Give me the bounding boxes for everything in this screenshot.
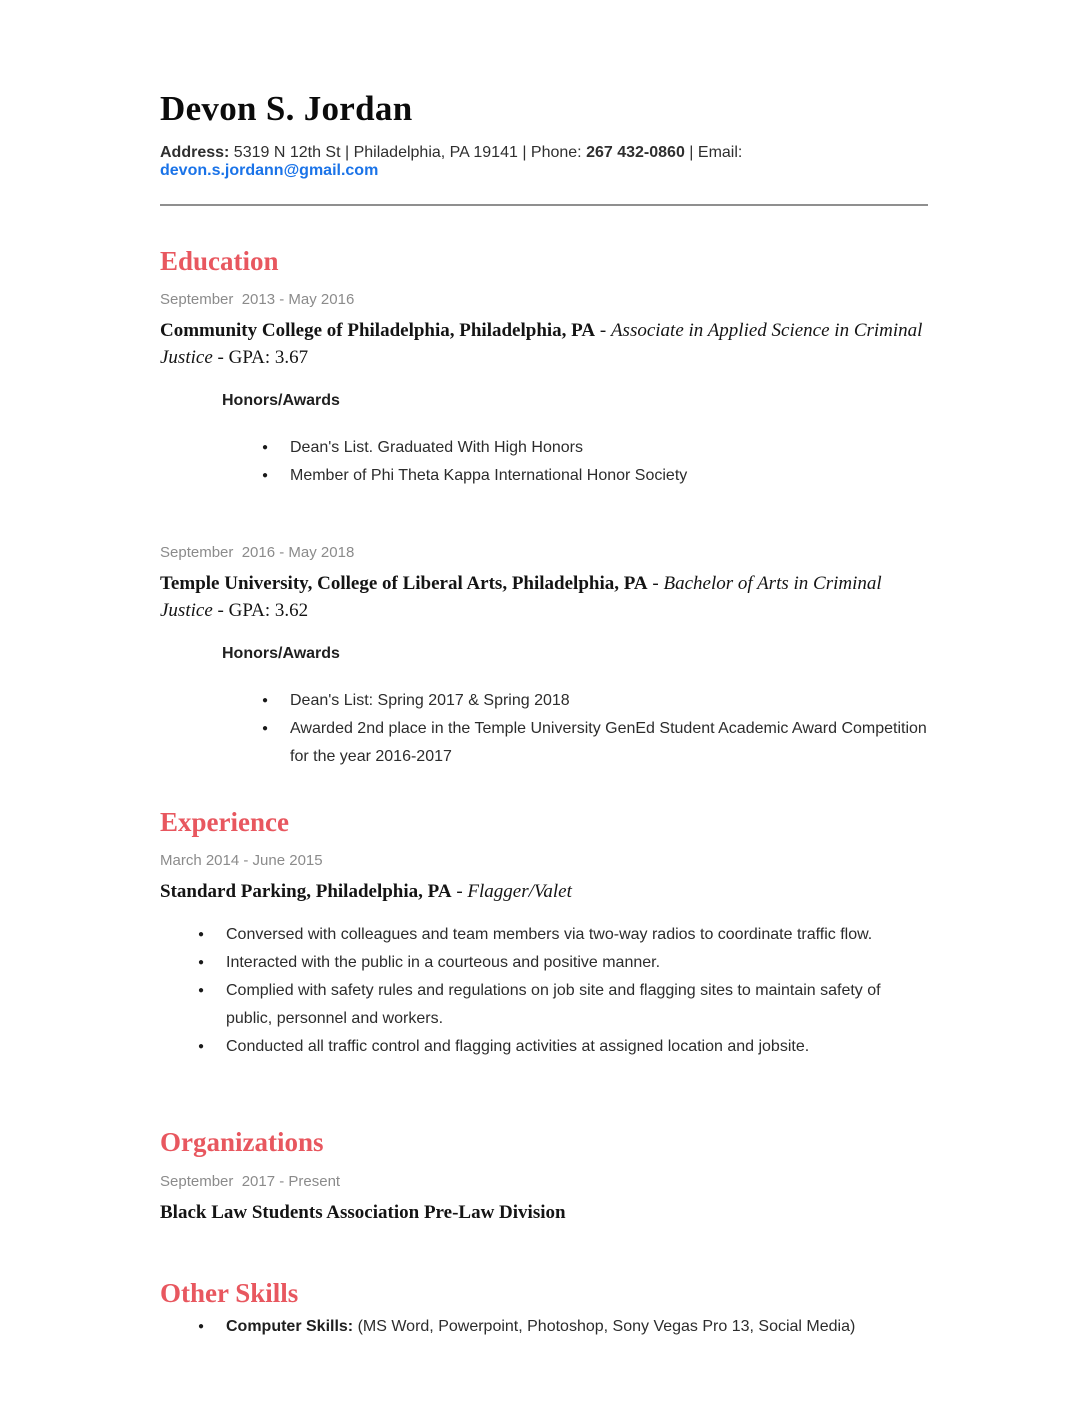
- skills-values: (MS Word, Powerpoint, Photoshop, Sony Vegas Pro 13, Social Media): [353, 1317, 856, 1335]
- company-name: Standard Parking, Philadelphia, PA: [160, 881, 452, 903]
- list-item: ● Dean's List. Graduated With High Honors: [260, 434, 928, 462]
- separator: -: [212, 600, 229, 622]
- education-entry-2-dates: September 2016 - May 2018: [160, 544, 355, 562]
- honors-list: [260, 687, 928, 771]
- contact-line: [160, 144, 928, 180]
- honors-list: [260, 434, 928, 490]
- separator: -: [212, 347, 229, 369]
- list-item: ● Dean's List: Spring 2017 & Spring 2018: [260, 687, 928, 715]
- list-item: ● Interacted with the public in a courteous and positive manner.: [196, 949, 928, 977]
- list-item: [196, 1313, 928, 1341]
- section-title-organizations: Organizations: [160, 1127, 324, 1158]
- experience-entry-dates: March 2014 - June 2015: [160, 852, 323, 870]
- section-title-education: Education: [160, 246, 279, 276]
- experience-duties-list: [196, 921, 928, 1061]
- list-item: ● Member of Phi Theta Kappa International Honor Society: [260, 462, 928, 490]
- education-entry-1-dates: September 2013 - May 2016: [160, 291, 355, 309]
- list-item: ● Complied with safety rules and regulations on job site and flagging sites to maintain safety of public, personnel and workers.: [196, 977, 928, 1033]
- education-entry-1-title: [160, 317, 928, 371]
- organization-name: Black Law Students Association Pre-Law Division: [160, 1201, 566, 1223]
- separator: -: [451, 881, 468, 903]
- section-title-experience: Experience: [160, 807, 289, 838]
- address-label: Address:: [160, 144, 234, 161]
- honors-awards-label: Honors/Awards: [222, 645, 340, 663]
- school-name: Community College of Philadelphia, Philadelphia, PA: [160, 320, 596, 342]
- list-item: ● Awarded 2nd place in the Temple University GenEd Student Academic Award Competition for the year 2016-2017: [260, 715, 928, 771]
- school-name: Temple University, College of Liberal Arts, Philadelphia, PA: [160, 573, 648, 595]
- skills-label: Computer Skills:: [226, 1317, 354, 1335]
- header-divider: [160, 204, 928, 206]
- separator: -: [595, 320, 611, 342]
- organization-entry-dates: September 2017 - Present: [160, 1172, 341, 1190]
- degree-name: Bachelor of Arts in Criminal Justice: [160, 573, 887, 622]
- list-item: ● Conversed with colleagues and team members via two-way radios to coordinate traffic flow.: [196, 921, 928, 949]
- honors-awards-label: Honors/Awards: [222, 392, 340, 410]
- gpa-value: GPA: 3.62: [228, 600, 309, 622]
- degree-name: Associate in Applied Science in Criminal Justice: [160, 320, 928, 369]
- job-role: Flagger/Valet: [467, 881, 572, 903]
- phone-value: 267 432-0860: [586, 144, 685, 161]
- section-title-other-skills: Other Skills: [160, 1277, 299, 1308]
- list-item: ● Conducted all traffic control and flagging activities at assigned location and jobsite.: [196, 1033, 928, 1061]
- skills-list: [196, 1313, 928, 1341]
- email-link[interactable]: devon.s.jordann@gmail.com: [160, 162, 379, 179]
- address-value: 5319 N 12th St | Philadelphia, PA 19141 | Phone:: [233, 144, 587, 161]
- page-title: Devon S. Jordan: [160, 89, 413, 128]
- separator: -: [647, 573, 664, 595]
- email-label: | Email:: [684, 144, 747, 161]
- organization-entry-title: [160, 1199, 928, 1226]
- gpa-value: GPA: 3.67: [228, 347, 309, 369]
- experience-entry-title: [160, 878, 928, 905]
- education-entry-2-title: [160, 570, 928, 624]
